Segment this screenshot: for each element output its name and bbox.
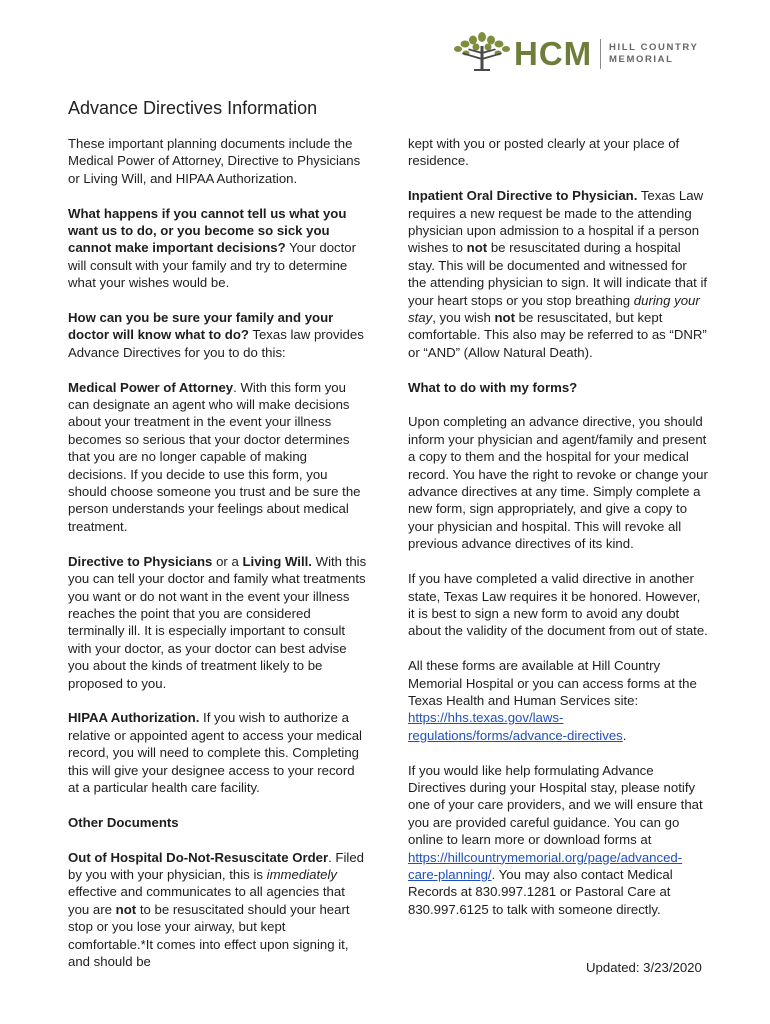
section-heading: Out of Hospital Do-Not-Resuscitate Order: [68, 849, 329, 865]
logo-line-2: MEMORIAL: [609, 54, 674, 65]
emphasis-text: not: [466, 240, 488, 256]
section-heading: Other Documents: [68, 814, 179, 830]
logo-line-1: HILL COUNTRY: [609, 42, 699, 53]
paragraph-text: .: [622, 727, 627, 743]
left-column: [68, 135, 368, 988]
emphasis-text: not: [115, 901, 137, 917]
paragraph-text: be resuscitated, but kept comfortable. This also may be referred to as “DNR” or “AND” (Allow Natural Death).: [408, 310, 707, 360]
paragraph-how-sure: [68, 309, 368, 361]
hcm-planning-link[interactable]: https://hillcountrymemorial.org/page/advanced-care-planning/: [408, 849, 683, 882]
logo-abbreviation: HCM: [514, 35, 593, 72]
paragraph-text: or a: [212, 553, 243, 569]
paragraph-text: Texas law provides Advance Directives for you to do this:: [68, 327, 364, 360]
section-heading: Medical Power of Attorney: [68, 379, 234, 395]
paragraph-other-state: If you have completed a valid directive in another state, Texas Law requires it be honored. However, it is best to sign a new form to avoid any doubt about the validity of the document from out of state.: [408, 571, 708, 639]
question-heading: How can you be sure your family and your doctor will know what to do?: [68, 310, 334, 343]
paragraph-text: All these forms are available at Hill Country Memorial Hospital or you can access forms at the Texas Health and Human Services site:: [408, 658, 697, 708]
section-heading: HIPAA Authorization.: [68, 710, 200, 726]
paragraph-upon-completing: Upon completing an advance directive, you should inform your physician and agent/family and present a copy to them and the hospital for your medical record. You have the right to revoke or change your advance directives at any time. Simply complete a new form, sign appropriately, and give a copy to your physician and hospital. This will revoke all previous advance directives of its kind.: [408, 414, 708, 552]
section-heading: Directive to Physicians: [68, 553, 213, 569]
heading-what-to-do: [408, 379, 708, 396]
question-heading: What happens if you cannot tell us what you want us to do, or you become so sick you cannot make important decisions?: [68, 205, 347, 256]
intro-paragraph: These important planning documents include the Medical Power of Attorney, Directive to Physicians or Living Will, and HIPAA Authorization.: [68, 136, 361, 186]
paragraph-text: . With this form you can designate an agent who will make decisions about your treatment in the event your illness becomes so serious that your doctor determines that you are no longer capable of making decisions. If you decide to use this form, you should choose someone you trust and be sure the person understands your feelings about medical treatment.: [68, 379, 361, 534]
tree-icon: [452, 30, 512, 76]
paragraph-text: Your doctor will consult with your family and try to determine what your wishes would be.: [68, 240, 357, 291]
hhs-forms-link[interactable]: https://hhs.texas.gov/laws-regulations/forms/advance-directives: [408, 710, 623, 743]
emphasis-text: immediately: [266, 866, 337, 882]
paragraph-text: If you would like help formulating Advance Directives during your Hospital stay, please notify one of your care providers, and we will ensure that you are provided careful guidance. You can go online to learn more or download forms at: [408, 762, 703, 848]
paragraph-medical-poa: [68, 379, 368, 536]
logo-wordmark: [609, 42, 698, 66]
section-heading: What to do with my forms?: [408, 379, 578, 395]
paragraph-text: . You may also contact Medical Records at 830.997.1281 or Pastoral Care at 830.997.6125 to talk with someone directly.: [408, 866, 673, 917]
updated-date: Updated: 3/23/2020: [586, 960, 702, 975]
paragraph-text: Texas Law requires a new request be made to the attending physician upon admission to a hospital if a person wishes to: [408, 188, 704, 256]
paragraph-text: effective and communicates to all agencies that you are: [68, 884, 345, 917]
paragraph-forms-available: [408, 657, 708, 744]
paragraph-text: to be resuscitated should your heart stop or you lose your airway, but kept comfortable.*It comes into effect upon signing it, and should be: [68, 901, 350, 969]
paragraph-directive-physicians: [68, 553, 368, 692]
right-column: [408, 135, 708, 936]
paragraph-hipaa: [68, 709, 368, 796]
paragraph-continued: kept with you or posted clearly at your place of residence.: [408, 136, 680, 169]
paragraph-inpatient-directive: [408, 187, 708, 361]
paragraph-dnr: [68, 849, 368, 971]
heading-other-documents: [68, 814, 368, 831]
paragraph-text: , you wish: [432, 310, 495, 326]
section-heading: Inpatient Oral Directive to Physician.: [408, 188, 638, 204]
emphasis-text: during your stay: [408, 292, 700, 326]
emphasis-text: not: [494, 310, 516, 326]
paragraph-what-happens: [68, 205, 368, 292]
paragraph-text: . Filed by you with your physician, this is: [68, 849, 365, 882]
logo-divider: [600, 39, 601, 69]
paragraph-help: [408, 762, 708, 919]
paragraph-text: be resuscitated during a hospital stay. This will be documented and witnessed for the attending physician to sign. It will indicate that if your heart stops or you stop breathing: [408, 240, 708, 308]
paragraph-text: With this you can tell your doctor and family what treatments you want or do not want in the event your illness reaches the point that you are considered terminally ill. It is especially important to consult with your doctor, as your doctor can best advise you about the kinds of treatment likely to be proposed to you.: [68, 553, 367, 691]
section-heading: Living Will.: [242, 553, 312, 569]
page-title: Advance Directives Information: [68, 98, 318, 118]
hcm-logo: [452, 30, 702, 76]
paragraph-text: If you wish to authorize a relative or appointed agent to access your medical record, you will need to complete this. Completing this will give your designee access to your record at a particular health care facility.: [68, 710, 362, 795]
